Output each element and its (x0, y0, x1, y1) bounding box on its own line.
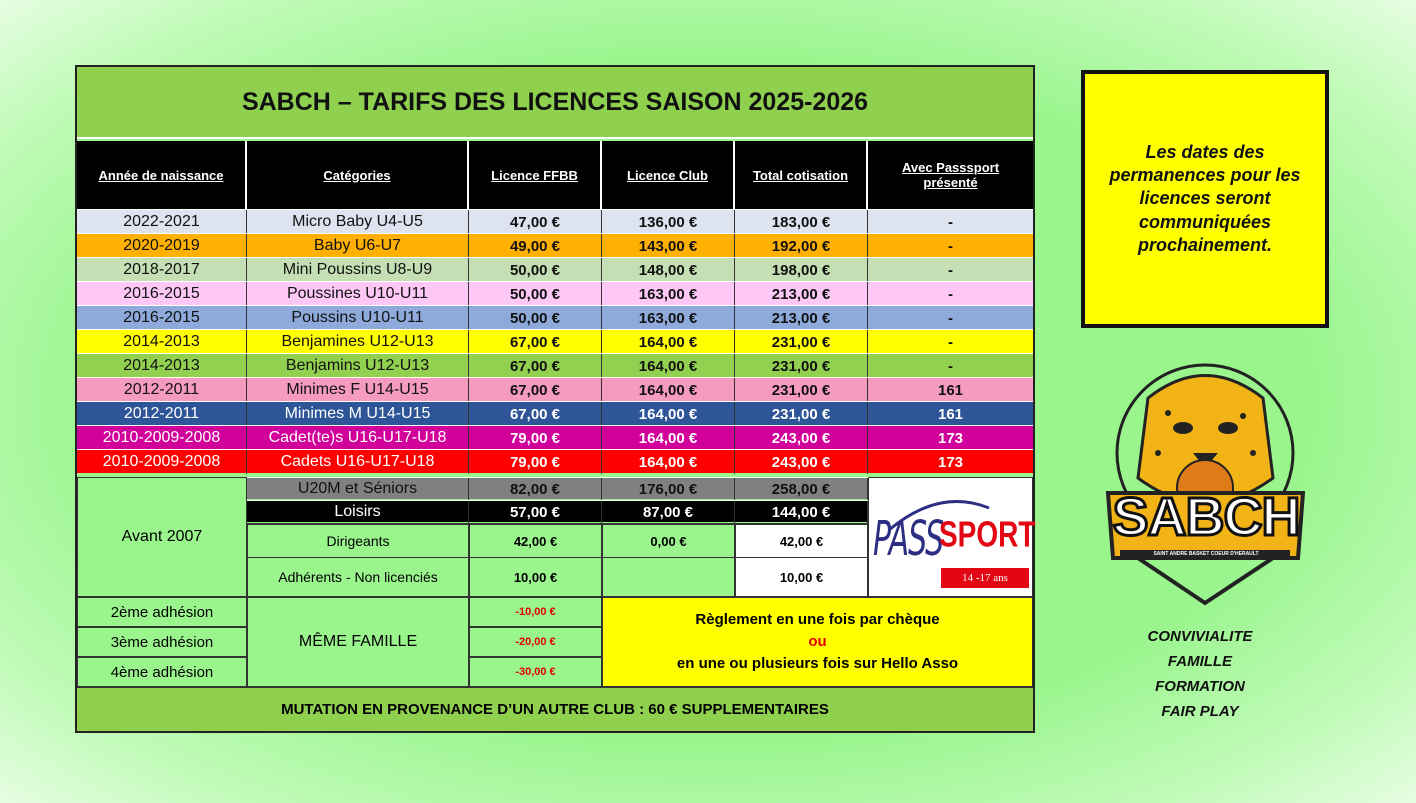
logo-text: SABCH (1112, 487, 1300, 547)
family-labels (77, 597, 247, 687)
total-cell: 231,00 € (735, 402, 868, 426)
passsport-word-pass: PASS (873, 512, 944, 568)
table-row (247, 557, 868, 597)
passsport-word-sport: SPORT (939, 514, 1036, 555)
ffbb-cell: 47,00 € (469, 210, 602, 234)
pass-cell: - (948, 357, 953, 375)
family-discount: -30,00 € (469, 657, 602, 687)
table-row (77, 305, 1033, 329)
motto-2: FAMILLE (1167, 653, 1233, 670)
table-row (77, 425, 1033, 449)
payment-info (602, 597, 1033, 687)
category-cell: Minimes M U14-U15 (247, 402, 469, 426)
family-row-label: 3ème adhésion (77, 627, 247, 657)
total-cell: 198,00 € (735, 258, 868, 282)
category-cell: Minimes F U14-U15 (247, 378, 469, 402)
category-cell: Baby U6-U7 (247, 234, 469, 258)
family-row-label: 4ème adhésion (77, 657, 247, 687)
total-cell: 243,00 € (735, 426, 868, 450)
ffbb-cell: 50,00 € (469, 282, 602, 306)
pass-cell: - (948, 309, 953, 327)
pass-cell: - (948, 285, 953, 303)
family-row-label: 2ème adhésion (77, 597, 247, 627)
table-row (77, 209, 1033, 233)
category-cell: Micro Baby U4-U5 (247, 210, 469, 234)
total-cell: 213,00 € (735, 282, 868, 306)
header-club: Licence Club (602, 141, 735, 209)
total-cell: 258,00 € (735, 478, 868, 500)
motto-3: FORMATION (1155, 678, 1245, 695)
table-row (77, 449, 1033, 473)
category-cell: Dirigeants (247, 524, 469, 558)
club-cell: 164,00 € (602, 354, 735, 378)
year-cell: 2022-2021 (77, 210, 247, 234)
club-cell: 164,00 € (602, 330, 735, 354)
total-cell: 231,00 € (735, 378, 868, 402)
table-row (77, 353, 1033, 377)
payment-line2: en une ou plusieurs fois sur Hello Asso (676, 654, 959, 672)
payment-or: ou (808, 633, 827, 651)
club-cell: 163,00 € (602, 282, 735, 306)
club-cell: 176,00 € (602, 478, 735, 500)
total-cell: 10,00 € (735, 557, 868, 597)
category-cell: Benjamins U12-U13 (247, 354, 469, 378)
table-row (247, 500, 868, 522)
family-discount: -20,00 € (469, 627, 602, 657)
category-cell: Poussines U10-U11 (247, 282, 469, 306)
year-cell: 2020-2019 (77, 234, 247, 258)
ffbb-cell: 57,00 € (469, 501, 602, 523)
ffbb-cell: 67,00 € (469, 330, 602, 354)
header-passsport: Avec Passsport présenté (868, 141, 1033, 209)
category-cell: Cadet(te)s U16-U17-U18 (247, 426, 469, 450)
pass-cell: 161 (937, 381, 964, 399)
total-cell: 42,00 € (735, 524, 868, 558)
total-cell: 213,00 € (735, 306, 868, 330)
club-cell: 164,00 € (602, 450, 735, 474)
ffbb-cell: 79,00 € (469, 426, 602, 450)
pass-cell: - (948, 261, 953, 279)
table-row (77, 377, 1033, 401)
ffbb-cell: 50,00 € (469, 258, 602, 282)
year-cell: 2016-2015 (77, 306, 247, 330)
year-cell: 2014-2013 (77, 354, 247, 378)
pass-cell: - (948, 213, 953, 231)
ffbb-cell: 42,00 € (469, 524, 602, 558)
total-cell: 183,00 € (735, 210, 868, 234)
club-cell: 163,00 € (602, 306, 735, 330)
motto-4: FAIR PLAY (1161, 703, 1239, 720)
table-title: SABCH – TARIFS DES LICENCES SAISON 2025-2026 (77, 67, 1033, 139)
motto-1: CONVIVIALITE (1147, 628, 1253, 645)
category-cell: Mini Poussins U8-U9 (247, 258, 469, 282)
pass-cell: 173 (937, 453, 964, 471)
table-row (247, 523, 868, 557)
club-cell (602, 557, 735, 597)
club-cell: 148,00 € (602, 258, 735, 282)
pass-cell: 173 (937, 429, 964, 447)
table-row (77, 401, 1033, 425)
table-row (77, 281, 1033, 305)
year-cell: 2012-2011 (77, 402, 247, 426)
pass-cell: 161 (937, 405, 964, 423)
category-cell: Benjamines U12-U13 (247, 330, 469, 354)
total-cell: 231,00 € (735, 354, 868, 378)
mutation-note: MUTATION EN PROVENANCE D’UN AUTRE CLUB : 60 € SUPPLEMENTAIRES (77, 687, 1033, 731)
category-cell: Adhérents - Non licenciés (247, 557, 469, 597)
club-cell: 87,00 € (602, 501, 735, 523)
family-label: MÊME FAMILLE (247, 597, 469, 687)
family-discounts (469, 597, 602, 687)
club-cell: 164,00 € (602, 402, 735, 426)
pass-cell: - (948, 237, 953, 255)
category-cell: Cadets U16-U17-U18 (247, 450, 469, 474)
ffbb-cell: 10,00 € (469, 557, 602, 597)
passsport-logo (868, 477, 1036, 597)
header-category: Catégories (247, 141, 469, 209)
ffbb-cell: 67,00 € (469, 354, 602, 378)
total-cell: 243,00 € (735, 450, 868, 474)
club-cell: 136,00 € (602, 210, 735, 234)
ffbb-cell: 79,00 € (469, 450, 602, 474)
ffbb-cell: 50,00 € (469, 306, 602, 330)
ffbb-cell: 67,00 € (469, 378, 602, 402)
year-cell: 2010-2009-2008 (77, 426, 247, 450)
family-discount: -10,00 € (469, 597, 602, 627)
total-cell: 231,00 € (735, 330, 868, 354)
cheetah-basketball-icon (1098, 358, 1313, 608)
year-cell: 2014-2013 (77, 330, 247, 354)
club-cell: 143,00 € (602, 234, 735, 258)
total-cell: 144,00 € (735, 501, 868, 523)
club-cell: 164,00 € (602, 378, 735, 402)
table-row (77, 329, 1033, 353)
table-row (77, 233, 1033, 257)
header-year: Année de naissance (77, 141, 247, 209)
pass-cell: - (948, 333, 953, 351)
club-cell: 164,00 € (602, 426, 735, 450)
adults-year: Avant 2007 (77, 477, 247, 597)
price-table (75, 65, 1035, 733)
category-cell: Loisirs (247, 501, 469, 523)
total-cell: 192,00 € (735, 234, 868, 258)
payment-line1: Règlement en une fois par chèque (695, 611, 940, 629)
club-logo (1098, 358, 1313, 608)
ffbb-cell: 49,00 € (469, 234, 602, 258)
category-cell: U20M et Séniors (247, 478, 469, 500)
ffbb-cell: 67,00 € (469, 402, 602, 426)
logo-subtext: SAINT ANDRÉ BASKET COEUR D'HÉRAULT (1153, 551, 1259, 557)
year-cell: 2018-2017 (77, 258, 247, 282)
year-cell: 2012-2011 (77, 378, 247, 402)
table-row (77, 257, 1033, 281)
header-total: Total cotisation (735, 141, 868, 209)
notice-box: Les dates des permanences pour les licences seront communiquées prochainement. (1081, 70, 1329, 328)
table-row (247, 477, 868, 499)
category-cell: Poussins U10-U11 (247, 306, 469, 330)
club-cell: 0,00 € (602, 524, 735, 558)
year-cell: 2016-2015 (77, 282, 247, 306)
header-ffbb: Licence FFBB (469, 141, 602, 209)
passsport-age-badge: 14 -17 ans (941, 568, 1029, 588)
year-cell: 2010-2009-2008 (77, 450, 247, 474)
ffbb-cell: 82,00 € (469, 478, 602, 500)
